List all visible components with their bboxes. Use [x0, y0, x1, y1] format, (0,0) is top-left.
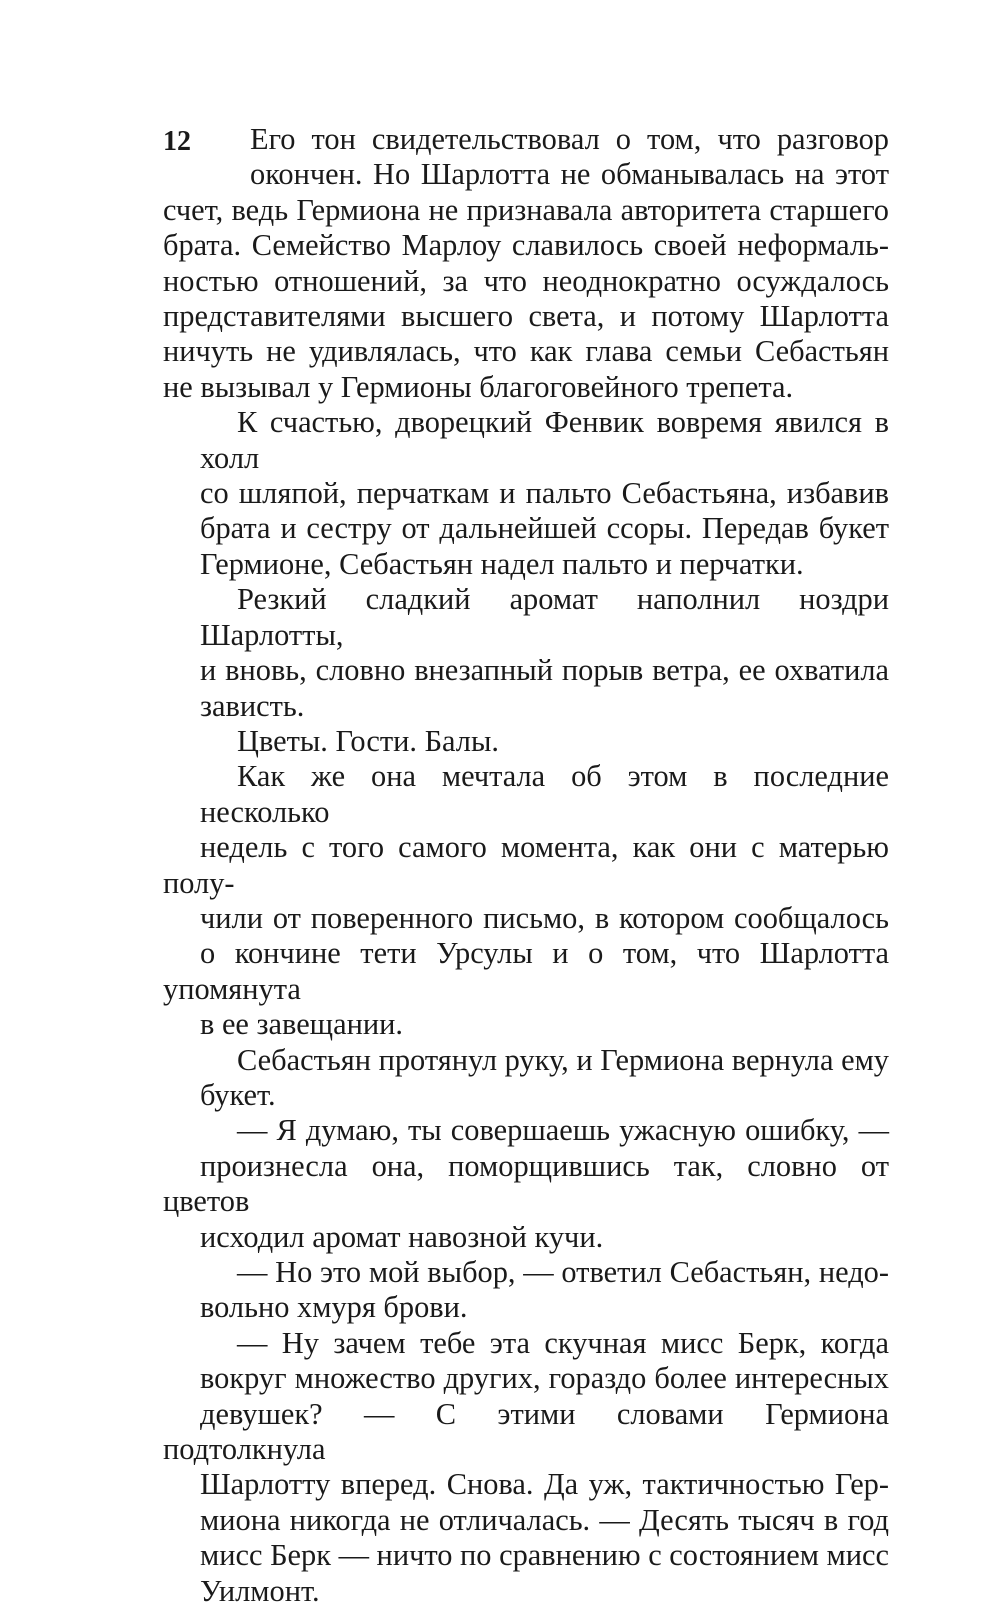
- paragraph: [163, 1113, 889, 1255]
- text-line: — Ну зачем тебе эта скучная мисс Берк, когда: [237, 1325, 889, 1360]
- text-line: чили от поверенного письмо, в котором сообщалось: [200, 900, 889, 935]
- text-line: ностью отношений, за что неоднократно осуждалось: [163, 263, 889, 298]
- text-line: букет.: [200, 1077, 276, 1112]
- text-line: мисс Берк — ничто по сравнению с состоянием мисс: [200, 1538, 890, 1573]
- text-line: К счастью, дворецкий Фенвик вовремя явился в холл: [200, 405, 889, 475]
- text-line: и вновь, словно внезапный порыв ветра, ее охватила: [200, 653, 889, 688]
- text-line: со шляпой, перчаткам и пальто Себастьяна, избавив: [200, 476, 889, 511]
- paragraph: [163, 759, 889, 1042]
- paragraph: [163, 122, 889, 405]
- text-line: в ее завещании.: [200, 1007, 403, 1042]
- body-text: [163, 122, 889, 1609]
- text-line: Себастьян протянул руку, и Гермиона вернула ему: [237, 1042, 889, 1077]
- text-line: вокруг множество других, гораздо более интересных: [200, 1361, 889, 1396]
- page-number: 12: [163, 126, 191, 157]
- text-line: Резкий сладкий аромат наполнил ноздри Шарлотты,: [200, 582, 889, 652]
- text-line: брата и сестру от дальнейшей ссоры. Передав букет: [200, 511, 889, 546]
- text-line: Цветы. Гости. Балы.: [237, 723, 499, 758]
- text-line: вольно хмуря брови.: [200, 1290, 468, 1325]
- text-line: — Но это мой выбор, — ответил Себастьян, недо-: [237, 1255, 889, 1289]
- paragraph: [163, 582, 889, 724]
- text-line: окончен. Но Шарлотта не обманывалась на этот: [250, 157, 889, 192]
- text-line: представителями высшего света, и потому Шарлотта: [163, 299, 889, 334]
- text-line: Его тон свидетельствовал о том, что разговор: [250, 122, 889, 156]
- text-line: о кончине тети Урсулы и о том, что Шарлотта упомянута: [163, 936, 889, 1006]
- text-line: миона никогда не отличалась. — Десять тысяч в год: [200, 1502, 889, 1537]
- text-line: недель с того самого момента, как они с матерью полу-: [163, 830, 889, 900]
- text-line: ничуть не удивлялась, что как глава семьи Себастьян: [163, 334, 889, 369]
- text-line: счет, ведь Гермиона не признавала авторитета старшего: [163, 192, 889, 227]
- text-line: Как же она мечтала об этом в последние несколько: [200, 759, 889, 829]
- text-line: Уилмонт.: [200, 1573, 320, 1608]
- paragraph: [163, 405, 889, 582]
- text-line: зависть.: [200, 688, 305, 723]
- text-line: девушек? — С этими словами Гермиона подтолкнула: [163, 1396, 889, 1467]
- paragraph: [163, 724, 889, 759]
- text-line: исходил аромат навозной кучи.: [200, 1219, 604, 1254]
- text-line: — Я думаю, ты совершаешь ужасную ошибку, —: [237, 1113, 889, 1148]
- text-line: Шарлотту вперед. Снова. Да уж, тактичностью Гер-: [200, 1467, 889, 1502]
- paragraph: [163, 1043, 889, 1114]
- text-line: брата. Семейство Марлоу славилось своей неформаль-: [163, 228, 889, 263]
- text-line: Гермионе, Себастьян надел пальто и перчатки.: [200, 546, 804, 581]
- text-line: не вызывал у Гермионы благоговейного трепета.: [163, 369, 794, 404]
- paragraph: [163, 1326, 889, 1609]
- paragraph: [163, 1255, 889, 1326]
- text-line: произнесла она, поморщившись так, словно от цветов: [163, 1148, 889, 1219]
